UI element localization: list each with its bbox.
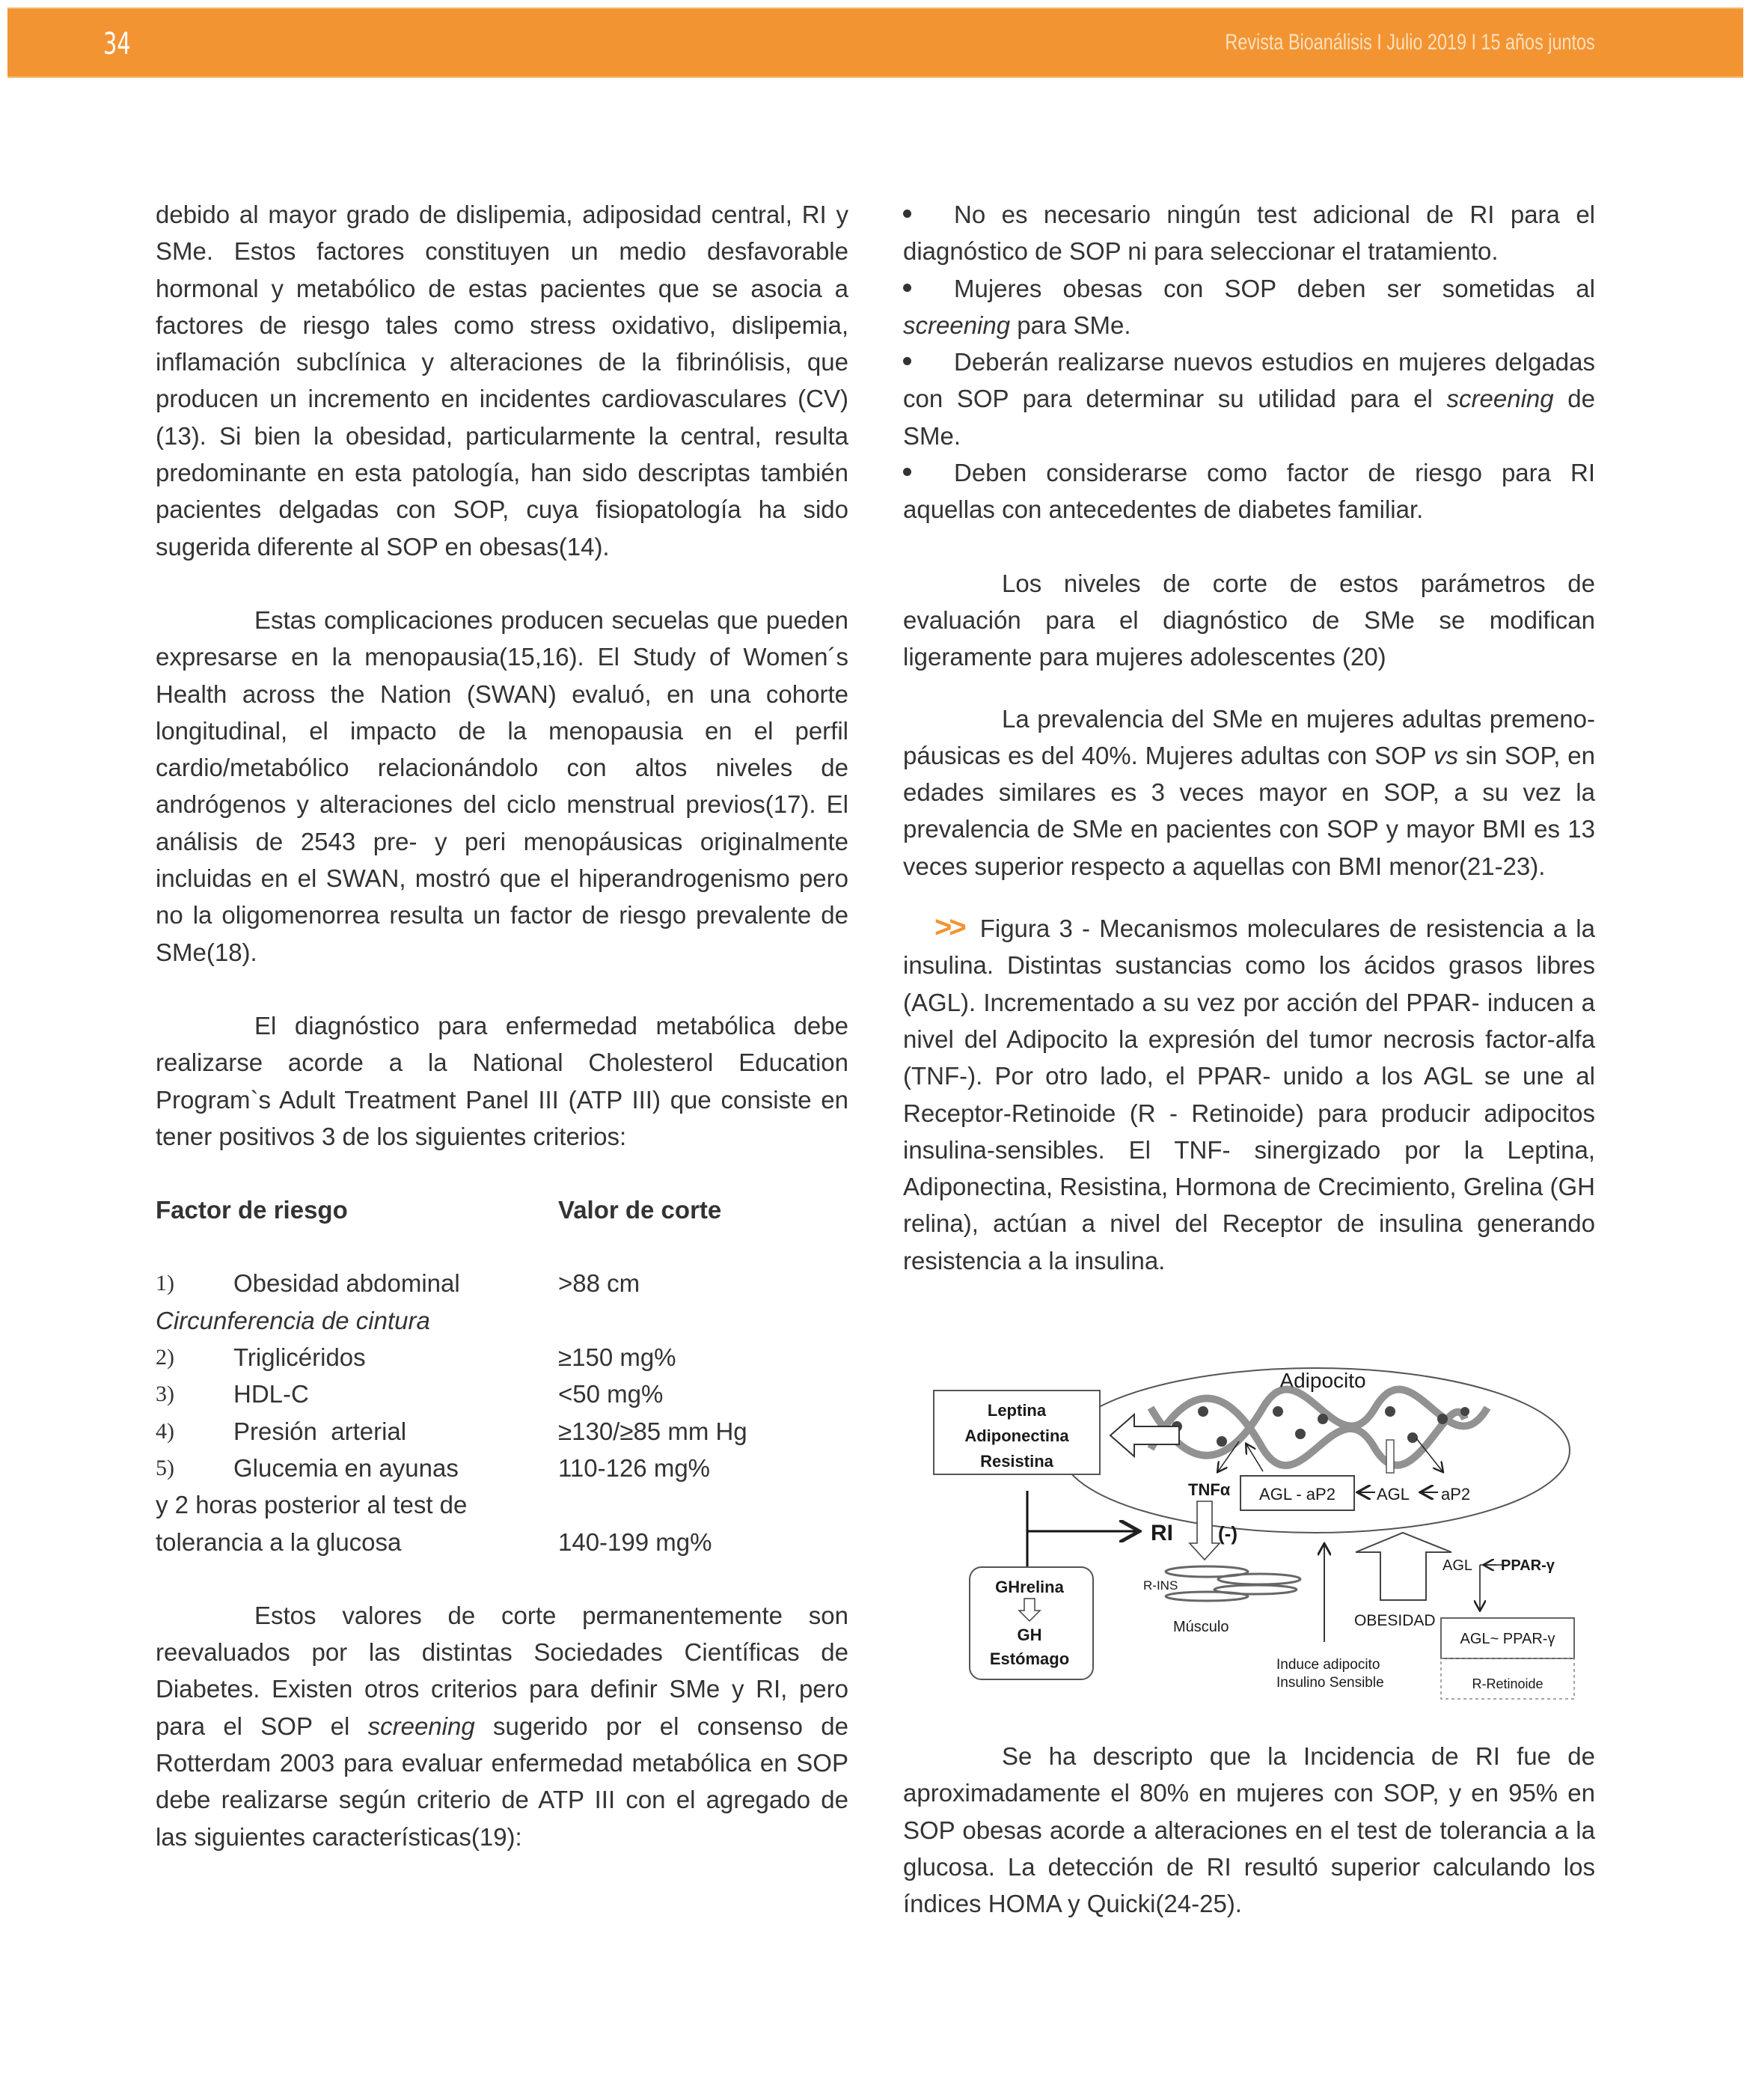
double-chevron-icon: >> (934, 911, 964, 944)
row-label: tolerancia a la glucosa (156, 1527, 402, 1556)
italic-term: screening (367, 1712, 475, 1740)
table-row (156, 1486, 848, 1523)
recommendations-list (903, 196, 1595, 528)
italic-term: vs (1434, 741, 1459, 769)
text-run: para SMe. (1010, 311, 1131, 339)
table-row (156, 1265, 848, 1301)
label-obesidad: OBESIDAD (1354, 1612, 1436, 1629)
svg-text:TNFα: TNFα (1188, 1480, 1231, 1499)
svg-text:Induce adipocito: Induce adipocito (1276, 1657, 1380, 1673)
svg-text:Leptina: Leptina (987, 1401, 1047, 1420)
bullet-icon (903, 468, 911, 476)
label-ri: RI (1151, 1521, 1173, 1545)
text-run: Mujeres obesas con SOP deben ser sometidas al (954, 274, 1595, 302)
row-number: 3) (156, 1382, 174, 1407)
bullet-icon (903, 210, 911, 218)
figure-3-diagram (926, 1367, 1585, 1703)
italic-term: screening (1446, 385, 1554, 413)
right-column (903, 196, 1595, 1279)
svg-text:R-Retinoide: R-Retinoide (1472, 1676, 1544, 1691)
bullet-icon (903, 284, 911, 292)
paragraph (156, 1597, 848, 1855)
svg-text:Estómago: Estómago (989, 1649, 1070, 1668)
list-item (903, 454, 1595, 528)
row-value (558, 1486, 848, 1523)
muscle-fibers-icon (1166, 1566, 1300, 1601)
svg-text:(-): (-) (1218, 1522, 1237, 1545)
row-value: 140-199 mg% (558, 1527, 712, 1556)
svg-text:Adiponectina: Adiponectina (964, 1426, 1069, 1445)
row-value (558, 1302, 848, 1339)
svg-text:Músculo: Músculo (1173, 1619, 1229, 1635)
paragraph: Los niveles de corte de estos parámetros de evaluación para el diagnóstico de SMe se modifican ligeramente para mujeres adolescentes (20) (903, 569, 1595, 671)
row-number: 5) (156, 1455, 174, 1480)
svg-text:GH: GH (1017, 1626, 1042, 1644)
up-arrow-icon (1356, 1533, 1451, 1600)
text-run: Estos valores de corte permanentemente son reevaluados por las distintas Sociedades Científicas de Diabetes. Existen otros criterios para definir SMe y RI, pero para el SOP el (156, 1601, 848, 1740)
page-number: 34 (103, 27, 131, 61)
paragraph: Estas complicaciones producen secuelas que pueden expresarse en la menopausia(15,16). El Study of Women´s Health across the Nation (SWAN) evaluó, en una cohorte longitudinal, el impacto de la menopausia en el perfil cardio/metabólico relacionándolo con altos niveles de andrógenos y alteraciones del ciclo menstrual previos(17). El análisis de 2543 pre- y peri menopáusicas originalmente incluidas en el SWAN, mostró que el hiperandrogenismo pero no la oligomenorrea resulta un factor de riesgo prevalente de SMe(18). (156, 605, 848, 966)
page-header (7, 7, 1743, 78)
paragraph: debido al mayor grado de dislipemia, adiposidad central, RI y SMe. Estos factores constituyen un medio desfavorable hormonal y metabólico de estas pacientes que se asocia a factores de riesgo tales como stress oxidativo, dislipemia, inflamación subclínica y alteraciones de la fibrinólisis, que producen un incremento en incidentes cardiovasculares (CV)(13). Si bien la obesidad, particularmente la central, resulta predominante en esta patología, han sido descriptas también pacientes delgadas con SOP, cuya fisiopatología ha sido sugerida diferente al SOP en obesas(14). (156, 201, 848, 561)
row-label: Circunferencia de cintura (156, 1306, 430, 1334)
list-item (903, 270, 1595, 344)
row-label: Glucemia en ayunas (233, 1453, 459, 1482)
insulin-resistance-diagram (926, 1367, 1585, 1703)
row-value: >88 cm (558, 1269, 640, 1298)
column-header-factor: Factor de riesgo (156, 1196, 348, 1224)
bullet-icon (903, 357, 911, 365)
column-header-value: Valor de corte (558, 1196, 722, 1224)
paragraph: Se ha descripto que la Incidencia de RI fue de aproximadamente el 80% en mujeres con SOP, y en 95% en SOP obesas acorde a alteraciones en el test de tolerancia a la glucosa. La detección de RI resultó superior calculando los índices HOMA y Quicki(24-25). (903, 1742, 1595, 1918)
text-run: Deben considerarse como factor de riesgo para RI aquellas con antecedentes de diabetes familiar. (903, 459, 1595, 524)
row-value: ≥150 mg% (558, 1343, 676, 1372)
publication-title: Revista Bioanálisis I Julio 2019 I 15 años juntos (1225, 30, 1595, 55)
paragraph: El diagnóstico para enfermedad metabólica debe realizarse acorde a la National Cholesterol Education Program`s Adult Treatment Panel III (ATP III) que consiste en tener positivos 3 de los siguientes criterios: (156, 1011, 848, 1150)
text-run: sin SOP, en edades similares es 3 veces mayor en SOP, a su vez la prevalencia de SMe en pacientes con SOP y mayor BMI es 13 veces superior respecto a aquellas con BMI menor(21-23). (903, 741, 1595, 880)
table-row (156, 1339, 848, 1376)
table-row (156, 1450, 848, 1486)
svg-text:PPAR-γ: PPAR-γ (1501, 1557, 1555, 1574)
svg-text:AGL: AGL (1377, 1485, 1410, 1504)
table-row (156, 1376, 848, 1412)
table-header (156, 1191, 848, 1228)
row-number: 2) (156, 1345, 174, 1370)
paragraph (903, 700, 1595, 885)
text-run: de SMe. (903, 385, 1596, 450)
criteria-table (156, 1191, 848, 1560)
figure-caption (903, 909, 1595, 1279)
table-row (156, 1524, 848, 1560)
row-label: HDL-C (233, 1380, 309, 1408)
text-run: No es necesario ningún test adicional de RI para el diagnóstico de SOP ni para seleccionar el tratamiento. (903, 201, 1595, 266)
text-run: sugerido por el consenso de Rotterdam 2003 para evaluar enfermedad metabólica en SOP debe realizarse según criterio de ATP III con el agregado de las siguientes características(19): (156, 1712, 849, 1851)
svg-text:R-INS: R-INS (1143, 1578, 1178, 1593)
dna-helix-icon (1151, 1389, 1487, 1465)
left-column (156, 196, 848, 1855)
row-value: <50 mg% (558, 1380, 664, 1408)
caption-text: Figura 3 - Mecanismos moleculares de resistencia a la insulina. Distintas sustancias como los ácidos grasos libres (AGL). Incrementado a su vez por acción del PPAR- inducen a nivel del Adipocito la expresión del tumor necrosis factor-alfa (TNF-). Por otro lado, el PPAR- unido a los AGL se une al Receptor-Retinoide (R - Retinoide) para producir adipocitos insulina-sensibles. El TNF- sinergizado por la Leptina, Adiponectina, Resistina, Hormona de Crecimiento, Grelina (GH relina), actúan a nivel del Receptor de insulina generando resistencia a la insulina. (903, 915, 1595, 1275)
label-adipocito: Adipocito (1279, 1369, 1366, 1392)
row-number: 4) (156, 1418, 174, 1444)
row-label: Triglicéridos (233, 1343, 366, 1372)
right-column-bottom (903, 1738, 1595, 1922)
text-run: La prevalencia del SMe en mujeres adultas premeno- páusicas es del 40%. Mujeres adultas con SOP (903, 704, 1595, 769)
svg-text:AGL: AGL (1442, 1557, 1473, 1574)
table-row (156, 1302, 848, 1339)
svg-text:AGL~ PPAR-γ: AGL~ PPAR-γ (1460, 1631, 1555, 1647)
table-row (156, 1413, 848, 1450)
row-label: Obesidad abdominal (233, 1269, 460, 1298)
text-run: Deberán realizarse nuevos estudios en mujeres delgadas con SOP para determinar su utilidad para el (903, 348, 1595, 413)
list-item (903, 196, 1595, 270)
row-value: 110-126 mg% (558, 1453, 711, 1482)
svg-text:Resistina: Resistina (980, 1452, 1053, 1471)
row-label: y 2 horas posterior al test de (156, 1491, 468, 1519)
svg-text:GHrelina: GHrelina (995, 1578, 1064, 1596)
row-label: Presión arterial (233, 1417, 407, 1445)
svg-text:AGL - aP2: AGL - aP2 (1259, 1485, 1336, 1504)
row-value: ≥130/≥85 mm Hg (558, 1417, 747, 1445)
list-item (903, 344, 1595, 454)
down-arrow-icon (1190, 1501, 1220, 1560)
svg-text:Insulino Sensible: Insulino Sensible (1276, 1675, 1384, 1691)
row-number: 1) (156, 1271, 174, 1296)
svg-text:aP2: aP2 (1441, 1485, 1471, 1504)
italic-term: screening (903, 311, 1011, 339)
